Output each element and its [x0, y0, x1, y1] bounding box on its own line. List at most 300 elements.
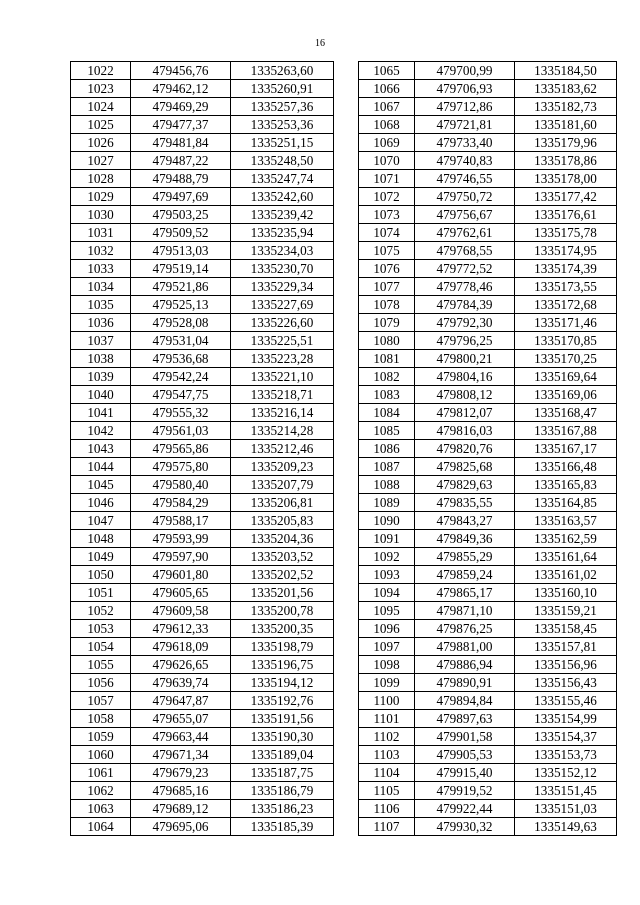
x-coordinate-cell: 479580,40: [131, 476, 231, 494]
y-coordinate-cell: 1335164,85: [515, 494, 617, 512]
point-number-cell: 1095: [359, 602, 415, 620]
table-row: [71, 620, 334, 638]
point-number-cell: 1070: [359, 152, 415, 170]
y-coordinate-cell: 1335205,83: [231, 512, 334, 530]
y-coordinate-cell: 1335214,28: [231, 422, 334, 440]
y-coordinate-cell: 1335260,91: [231, 80, 334, 98]
point-number-cell: 1053: [71, 620, 131, 638]
point-number-cell: 1075: [359, 242, 415, 260]
point-number-cell: 1106: [359, 800, 415, 818]
table-row: [71, 458, 334, 476]
table-row: [359, 620, 617, 638]
point-number-cell: 1067: [359, 98, 415, 116]
point-number-cell: 1042: [71, 422, 131, 440]
x-coordinate-cell: 479706,93: [415, 80, 515, 98]
x-coordinate-cell: 479768,55: [415, 242, 515, 260]
y-coordinate-cell: 1335174,95: [515, 242, 617, 260]
point-number-cell: 1045: [71, 476, 131, 494]
point-number-cell: 1035: [71, 296, 131, 314]
y-coordinate-cell: 1335253,36: [231, 116, 334, 134]
table-row: [359, 242, 617, 260]
x-coordinate-cell: 479509,52: [131, 224, 231, 242]
point-number-cell: 1071: [359, 170, 415, 188]
point-number-cell: 1103: [359, 746, 415, 764]
point-number-cell: 1069: [359, 134, 415, 152]
x-coordinate-cell: 479792,30: [415, 314, 515, 332]
y-coordinate-cell: 1335171,46: [515, 314, 617, 332]
coordinates-table-left-body: [71, 62, 334, 836]
point-number-cell: 1088: [359, 476, 415, 494]
y-coordinate-cell: 1335242,60: [231, 188, 334, 206]
x-coordinate-cell: 479820,76: [415, 440, 515, 458]
y-coordinate-cell: 1335212,46: [231, 440, 334, 458]
y-coordinate-cell: 1335160,10: [515, 584, 617, 602]
table-row: [359, 116, 617, 134]
x-coordinate-cell: 479605,65: [131, 584, 231, 602]
table-row: [359, 170, 617, 188]
x-coordinate-cell: 479626,65: [131, 656, 231, 674]
table-row: [359, 368, 617, 386]
x-coordinate-cell: 479513,03: [131, 242, 231, 260]
point-number-cell: 1066: [359, 80, 415, 98]
point-number-cell: 1078: [359, 296, 415, 314]
x-coordinate-cell: 479778,46: [415, 278, 515, 296]
x-coordinate-cell: 479488,79: [131, 170, 231, 188]
point-number-cell: 1050: [71, 566, 131, 584]
point-number-cell: 1064: [71, 818, 131, 836]
coordinates-table-right-body: [359, 62, 617, 836]
table-row: [71, 350, 334, 368]
x-coordinate-cell: 479685,16: [131, 782, 231, 800]
point-number-cell: 1094: [359, 584, 415, 602]
x-coordinate-cell: 479812,07: [415, 404, 515, 422]
table-row: [71, 80, 334, 98]
table-row: [71, 440, 334, 458]
y-coordinate-cell: 1335218,71: [231, 386, 334, 404]
x-coordinate-cell: 479905,53: [415, 746, 515, 764]
table-row: [359, 98, 617, 116]
y-coordinate-cell: 1335156,96: [515, 656, 617, 674]
point-number-cell: 1083: [359, 386, 415, 404]
x-coordinate-cell: 479647,87: [131, 692, 231, 710]
table-row: [359, 260, 617, 278]
table-row: [71, 296, 334, 314]
y-coordinate-cell: 1335239,42: [231, 206, 334, 224]
x-coordinate-cell: 479894,84: [415, 692, 515, 710]
table-row: [359, 458, 617, 476]
x-coordinate-cell: 479919,52: [415, 782, 515, 800]
point-number-cell: 1084: [359, 404, 415, 422]
point-number-cell: 1099: [359, 674, 415, 692]
point-number-cell: 1068: [359, 116, 415, 134]
table-row: [359, 62, 617, 80]
point-number-cell: 1038: [71, 350, 131, 368]
x-coordinate-cell: 479746,55: [415, 170, 515, 188]
table-row: [359, 476, 617, 494]
x-coordinate-cell: 479849,36: [415, 530, 515, 548]
x-coordinate-cell: 479456,76: [131, 62, 231, 80]
x-coordinate-cell: 479695,06: [131, 818, 231, 836]
point-number-cell: 1040: [71, 386, 131, 404]
y-coordinate-cell: 1335153,73: [515, 746, 617, 764]
point-number-cell: 1030: [71, 206, 131, 224]
table-row: [71, 368, 334, 386]
table-row: [359, 674, 617, 692]
x-coordinate-cell: 479721,81: [415, 116, 515, 134]
table-row: [359, 746, 617, 764]
x-coordinate-cell: 479531,04: [131, 332, 231, 350]
y-coordinate-cell: 1335229,34: [231, 278, 334, 296]
y-coordinate-cell: 1335154,37: [515, 728, 617, 746]
point-number-cell: 1101: [359, 710, 415, 728]
y-coordinate-cell: 1335155,46: [515, 692, 617, 710]
y-coordinate-cell: 1335169,06: [515, 386, 617, 404]
point-number-cell: 1100: [359, 692, 415, 710]
x-coordinate-cell: 479800,21: [415, 350, 515, 368]
x-coordinate-cell: 479922,44: [415, 800, 515, 818]
y-coordinate-cell: 1335227,69: [231, 296, 334, 314]
table-row: [71, 224, 334, 242]
point-number-cell: 1079: [359, 314, 415, 332]
table-row: [359, 512, 617, 530]
table-row: [359, 566, 617, 584]
y-coordinate-cell: 1335186,79: [231, 782, 334, 800]
point-number-cell: 1052: [71, 602, 131, 620]
x-coordinate-cell: 479733,40: [415, 134, 515, 152]
point-number-cell: 1034: [71, 278, 131, 296]
table-row: [71, 692, 334, 710]
x-coordinate-cell: 479655,07: [131, 710, 231, 728]
y-coordinate-cell: 1335206,81: [231, 494, 334, 512]
table-row: [359, 548, 617, 566]
x-coordinate-cell: 479901,58: [415, 728, 515, 746]
table-row: [71, 152, 334, 170]
x-coordinate-cell: 479865,17: [415, 584, 515, 602]
table-row: [71, 674, 334, 692]
y-coordinate-cell: 1335178,86: [515, 152, 617, 170]
x-coordinate-cell: 479772,52: [415, 260, 515, 278]
x-coordinate-cell: 479835,55: [415, 494, 515, 512]
x-coordinate-cell: 479612,33: [131, 620, 231, 638]
x-coordinate-cell: 479700,99: [415, 62, 515, 80]
table-row: [71, 584, 334, 602]
y-coordinate-cell: 1335154,99: [515, 710, 617, 728]
y-coordinate-cell: 1335263,60: [231, 62, 334, 80]
y-coordinate-cell: 1335203,52: [231, 548, 334, 566]
table-row: [71, 530, 334, 548]
y-coordinate-cell: 1335225,51: [231, 332, 334, 350]
point-number-cell: 1056: [71, 674, 131, 692]
x-coordinate-cell: 479679,23: [131, 764, 231, 782]
point-number-cell: 1057: [71, 692, 131, 710]
y-coordinate-cell: 1335152,12: [515, 764, 617, 782]
point-number-cell: 1065: [359, 62, 415, 80]
x-coordinate-cell: 479796,25: [415, 332, 515, 350]
point-number-cell: 1090: [359, 512, 415, 530]
y-coordinate-cell: 1335173,55: [515, 278, 617, 296]
y-coordinate-cell: 1335178,00: [515, 170, 617, 188]
table-row: [71, 728, 334, 746]
table-row: [71, 170, 334, 188]
point-number-cell: 1063: [71, 800, 131, 818]
x-coordinate-cell: 479829,63: [415, 476, 515, 494]
table-row: [71, 386, 334, 404]
y-coordinate-cell: 1335168,47: [515, 404, 617, 422]
x-coordinate-cell: 479519,14: [131, 260, 231, 278]
y-coordinate-cell: 1335230,70: [231, 260, 334, 278]
point-number-cell: 1023: [71, 80, 131, 98]
point-number-cell: 1031: [71, 224, 131, 242]
table-row: [359, 818, 617, 836]
point-number-cell: 1081: [359, 350, 415, 368]
y-coordinate-cell: 1335235,94: [231, 224, 334, 242]
y-coordinate-cell: 1335158,45: [515, 620, 617, 638]
table-row: [71, 332, 334, 350]
y-coordinate-cell: 1335165,83: [515, 476, 617, 494]
point-number-cell: 1092: [359, 548, 415, 566]
table-row: [71, 314, 334, 332]
y-coordinate-cell: 1335251,15: [231, 134, 334, 152]
y-coordinate-cell: 1335191,56: [231, 710, 334, 728]
y-coordinate-cell: 1335192,76: [231, 692, 334, 710]
y-coordinate-cell: 1335234,03: [231, 242, 334, 260]
table-row: [359, 710, 617, 728]
table-row: [71, 548, 334, 566]
point-number-cell: 1061: [71, 764, 131, 782]
x-coordinate-cell: 479750,72: [415, 188, 515, 206]
point-number-cell: 1059: [71, 728, 131, 746]
point-number-cell: 1073: [359, 206, 415, 224]
y-coordinate-cell: 1335184,50: [515, 62, 617, 80]
y-coordinate-cell: 1335159,21: [515, 602, 617, 620]
y-coordinate-cell: 1335209,23: [231, 458, 334, 476]
x-coordinate-cell: 479462,12: [131, 80, 231, 98]
x-coordinate-cell: 479503,25: [131, 206, 231, 224]
point-number-cell: 1047: [71, 512, 131, 530]
y-coordinate-cell: 1335177,42: [515, 188, 617, 206]
x-coordinate-cell: 479525,13: [131, 296, 231, 314]
point-number-cell: 1077: [359, 278, 415, 296]
y-coordinate-cell: 1335157,81: [515, 638, 617, 656]
y-coordinate-cell: 1335163,57: [515, 512, 617, 530]
point-number-cell: 1043: [71, 440, 131, 458]
table-row: [359, 314, 617, 332]
x-coordinate-cell: 479816,03: [415, 422, 515, 440]
y-coordinate-cell: 1335183,62: [515, 80, 617, 98]
y-coordinate-cell: 1335204,36: [231, 530, 334, 548]
table-row: [359, 800, 617, 818]
x-coordinate-cell: 479469,29: [131, 98, 231, 116]
table-row: [71, 260, 334, 278]
x-coordinate-cell: 479876,25: [415, 620, 515, 638]
x-coordinate-cell: 479481,84: [131, 134, 231, 152]
x-coordinate-cell: 479618,09: [131, 638, 231, 656]
y-coordinate-cell: 1335200,35: [231, 620, 334, 638]
point-number-cell: 1039: [71, 368, 131, 386]
table-row: [359, 782, 617, 800]
table-row: [71, 818, 334, 836]
table-row: [359, 350, 617, 368]
x-coordinate-cell: 479536,68: [131, 350, 231, 368]
point-number-cell: 1044: [71, 458, 131, 476]
table-row: [359, 386, 617, 404]
point-number-cell: 1022: [71, 62, 131, 80]
table-row: [359, 296, 617, 314]
y-coordinate-cell: 1335257,36: [231, 98, 334, 116]
x-coordinate-cell: 479521,86: [131, 278, 231, 296]
x-coordinate-cell: 479575,80: [131, 458, 231, 476]
point-number-cell: 1037: [71, 332, 131, 350]
y-coordinate-cell: 1335166,48: [515, 458, 617, 476]
point-number-cell: 1096: [359, 620, 415, 638]
x-coordinate-cell: 479915,40: [415, 764, 515, 782]
point-number-cell: 1087: [359, 458, 415, 476]
x-coordinate-cell: 479859,24: [415, 566, 515, 584]
table-row: [359, 188, 617, 206]
table-row: [71, 206, 334, 224]
coordinates-table-left: [70, 61, 334, 836]
point-number-cell: 1097: [359, 638, 415, 656]
y-coordinate-cell: 1335185,39: [231, 818, 334, 836]
point-number-cell: 1076: [359, 260, 415, 278]
y-coordinate-cell: 1335190,30: [231, 728, 334, 746]
table-row: [359, 656, 617, 674]
x-coordinate-cell: 479740,83: [415, 152, 515, 170]
point-number-cell: 1080: [359, 332, 415, 350]
x-coordinate-cell: 479477,37: [131, 116, 231, 134]
x-coordinate-cell: 479555,32: [131, 404, 231, 422]
y-coordinate-cell: 1335170,25: [515, 350, 617, 368]
point-number-cell: 1041: [71, 404, 131, 422]
y-coordinate-cell: 1335156,43: [515, 674, 617, 692]
y-coordinate-cell: 1335176,61: [515, 206, 617, 224]
point-number-cell: 1098: [359, 656, 415, 674]
y-coordinate-cell: 1335151,45: [515, 782, 617, 800]
table-row: [71, 638, 334, 656]
point-number-cell: 1055: [71, 656, 131, 674]
point-number-cell: 1025: [71, 116, 131, 134]
table-row: [359, 764, 617, 782]
table-row: [71, 710, 334, 728]
table-row: [71, 782, 334, 800]
table-row: [359, 152, 617, 170]
x-coordinate-cell: 479588,17: [131, 512, 231, 530]
table-row: [71, 62, 334, 80]
point-number-cell: 1027: [71, 152, 131, 170]
table-row: [71, 494, 334, 512]
point-number-cell: 1026: [71, 134, 131, 152]
x-coordinate-cell: 479712,86: [415, 98, 515, 116]
table-row: [71, 422, 334, 440]
table-row: [71, 602, 334, 620]
table-row: [71, 566, 334, 584]
x-coordinate-cell: 479671,34: [131, 746, 231, 764]
point-number-cell: 1049: [71, 548, 131, 566]
y-coordinate-cell: 1335174,39: [515, 260, 617, 278]
y-coordinate-cell: 1335248,50: [231, 152, 334, 170]
y-coordinate-cell: 1335194,12: [231, 674, 334, 692]
x-coordinate-cell: 479547,75: [131, 386, 231, 404]
table-row: [71, 746, 334, 764]
point-number-cell: 1036: [71, 314, 131, 332]
point-number-cell: 1091: [359, 530, 415, 548]
table-row: [359, 692, 617, 710]
point-number-cell: 1105: [359, 782, 415, 800]
y-coordinate-cell: 1335167,17: [515, 440, 617, 458]
y-coordinate-cell: 1335189,04: [231, 746, 334, 764]
x-coordinate-cell: 479601,80: [131, 566, 231, 584]
point-number-cell: 1089: [359, 494, 415, 512]
x-coordinate-cell: 479756,67: [415, 206, 515, 224]
x-coordinate-cell: 479762,61: [415, 224, 515, 242]
x-coordinate-cell: 479804,16: [415, 368, 515, 386]
table-row: [71, 188, 334, 206]
x-coordinate-cell: 479528,08: [131, 314, 231, 332]
y-coordinate-cell: 1335187,75: [231, 764, 334, 782]
x-coordinate-cell: 479886,94: [415, 656, 515, 674]
point-number-cell: 1054: [71, 638, 131, 656]
table-row: [71, 404, 334, 422]
x-coordinate-cell: 479689,12: [131, 800, 231, 818]
point-number-cell: 1104: [359, 764, 415, 782]
table-row: [359, 404, 617, 422]
table-row: [359, 224, 617, 242]
point-number-cell: 1048: [71, 530, 131, 548]
table-row: [359, 530, 617, 548]
table-row: [71, 278, 334, 296]
point-number-cell: 1086: [359, 440, 415, 458]
point-number-cell: 1082: [359, 368, 415, 386]
x-coordinate-cell: 479584,29: [131, 494, 231, 512]
y-coordinate-cell: 1335149,63: [515, 818, 617, 836]
table-row: [71, 800, 334, 818]
y-coordinate-cell: 1335161,64: [515, 548, 617, 566]
y-coordinate-cell: 1335167,88: [515, 422, 617, 440]
table-row: [359, 584, 617, 602]
x-coordinate-cell: 479808,12: [415, 386, 515, 404]
x-coordinate-cell: 479930,32: [415, 818, 515, 836]
table-row: [359, 134, 617, 152]
point-number-cell: 1093: [359, 566, 415, 584]
x-coordinate-cell: 479487,22: [131, 152, 231, 170]
point-number-cell: 1062: [71, 782, 131, 800]
point-number-cell: 1051: [71, 584, 131, 602]
point-number-cell: 1072: [359, 188, 415, 206]
table-row: [359, 80, 617, 98]
x-coordinate-cell: 479663,44: [131, 728, 231, 746]
y-coordinate-cell: 1335162,59: [515, 530, 617, 548]
y-coordinate-cell: 1335221,10: [231, 368, 334, 386]
x-coordinate-cell: 479597,90: [131, 548, 231, 566]
x-coordinate-cell: 479881,00: [415, 638, 515, 656]
table-row: [359, 332, 617, 350]
table-row: [71, 116, 334, 134]
point-number-cell: 1060: [71, 746, 131, 764]
point-number-cell: 1033: [71, 260, 131, 278]
x-coordinate-cell: 479561,03: [131, 422, 231, 440]
table-row: [359, 422, 617, 440]
point-number-cell: 1028: [71, 170, 131, 188]
page-number: 16: [315, 38, 325, 49]
x-coordinate-cell: 479871,10: [415, 602, 515, 620]
x-coordinate-cell: 479897,63: [415, 710, 515, 728]
x-coordinate-cell: 479843,27: [415, 512, 515, 530]
x-coordinate-cell: 479565,86: [131, 440, 231, 458]
x-coordinate-cell: 479542,24: [131, 368, 231, 386]
table-row: [359, 440, 617, 458]
point-number-cell: 1107: [359, 818, 415, 836]
y-coordinate-cell: 1335179,96: [515, 134, 617, 152]
